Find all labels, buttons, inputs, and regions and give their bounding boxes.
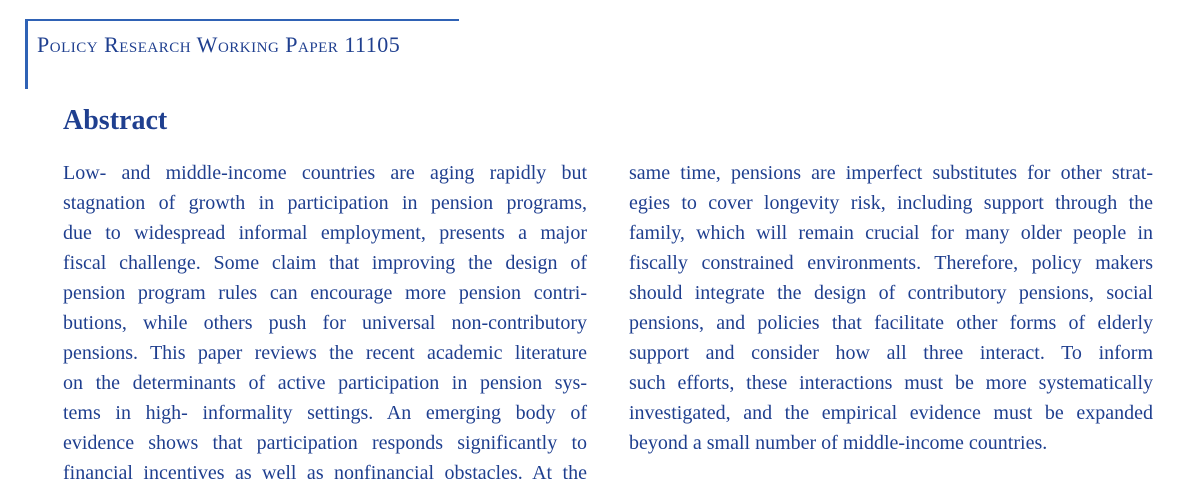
abstract-line: egies to cover longevity risk, including support through the bbox=[629, 192, 1153, 214]
abstract-heading: Abstract bbox=[63, 105, 168, 136]
abstract-line: family, which will remain crucial for many older people in bbox=[629, 222, 1153, 244]
series-title: Policy Research Working Paper 11105 bbox=[37, 32, 401, 57]
abstract-line: fiscal challenge. Some claim that improving the design of bbox=[63, 252, 587, 274]
header-left-rule bbox=[25, 19, 28, 89]
abstract-line: butions, while others push for universal non-contributory bbox=[63, 312, 587, 334]
abstract-line: pensions. This paper reviews the recent academic literature bbox=[63, 342, 587, 364]
abstract-line: should integrate the design of contributory pensions, social bbox=[629, 282, 1153, 304]
abstract-line: on the determinants of active participation in pension sys- bbox=[63, 372, 587, 394]
abstract-column-right bbox=[629, 158, 1153, 458]
abstract-line: Low- and middle-income countries are aging rapidly but bbox=[63, 162, 587, 184]
header-top-rule bbox=[25, 19, 459, 21]
abstract-line: such efforts, these interactions must be more systematically bbox=[629, 372, 1153, 394]
abstract-line: pensions, and policies that facilitate other forms of elderly bbox=[629, 312, 1153, 334]
abstract-line: support and consider how all three interact. To inform bbox=[629, 342, 1153, 364]
abstract-line: investigated, and the empirical evidence must be expanded bbox=[629, 402, 1153, 424]
abstract-line: due to widespread informal employment, presents a major bbox=[63, 222, 587, 244]
abstract-line: pension program rules can encourage more pension contri- bbox=[63, 282, 587, 304]
abstract-column-left bbox=[63, 158, 587, 488]
abstract-line: evidence shows that participation responds significantly to bbox=[63, 432, 587, 454]
series-header bbox=[25, 19, 459, 89]
abstract-line: stagnation of growth in participation in pension programs, bbox=[63, 192, 587, 214]
abstract-line: fiscally constrained environments. Therefore, policy makers bbox=[629, 252, 1153, 274]
abstract-line: beyond a small number of middle-income countries. bbox=[629, 432, 1048, 454]
abstract-line: financial incentives as well as nonfinancial obstacles. At the bbox=[63, 462, 587, 484]
abstract-line: tems in high- informality settings. An emerging body of bbox=[63, 402, 587, 424]
abstract-line: same time, pensions are imperfect substitutes for other strat- bbox=[629, 162, 1153, 184]
